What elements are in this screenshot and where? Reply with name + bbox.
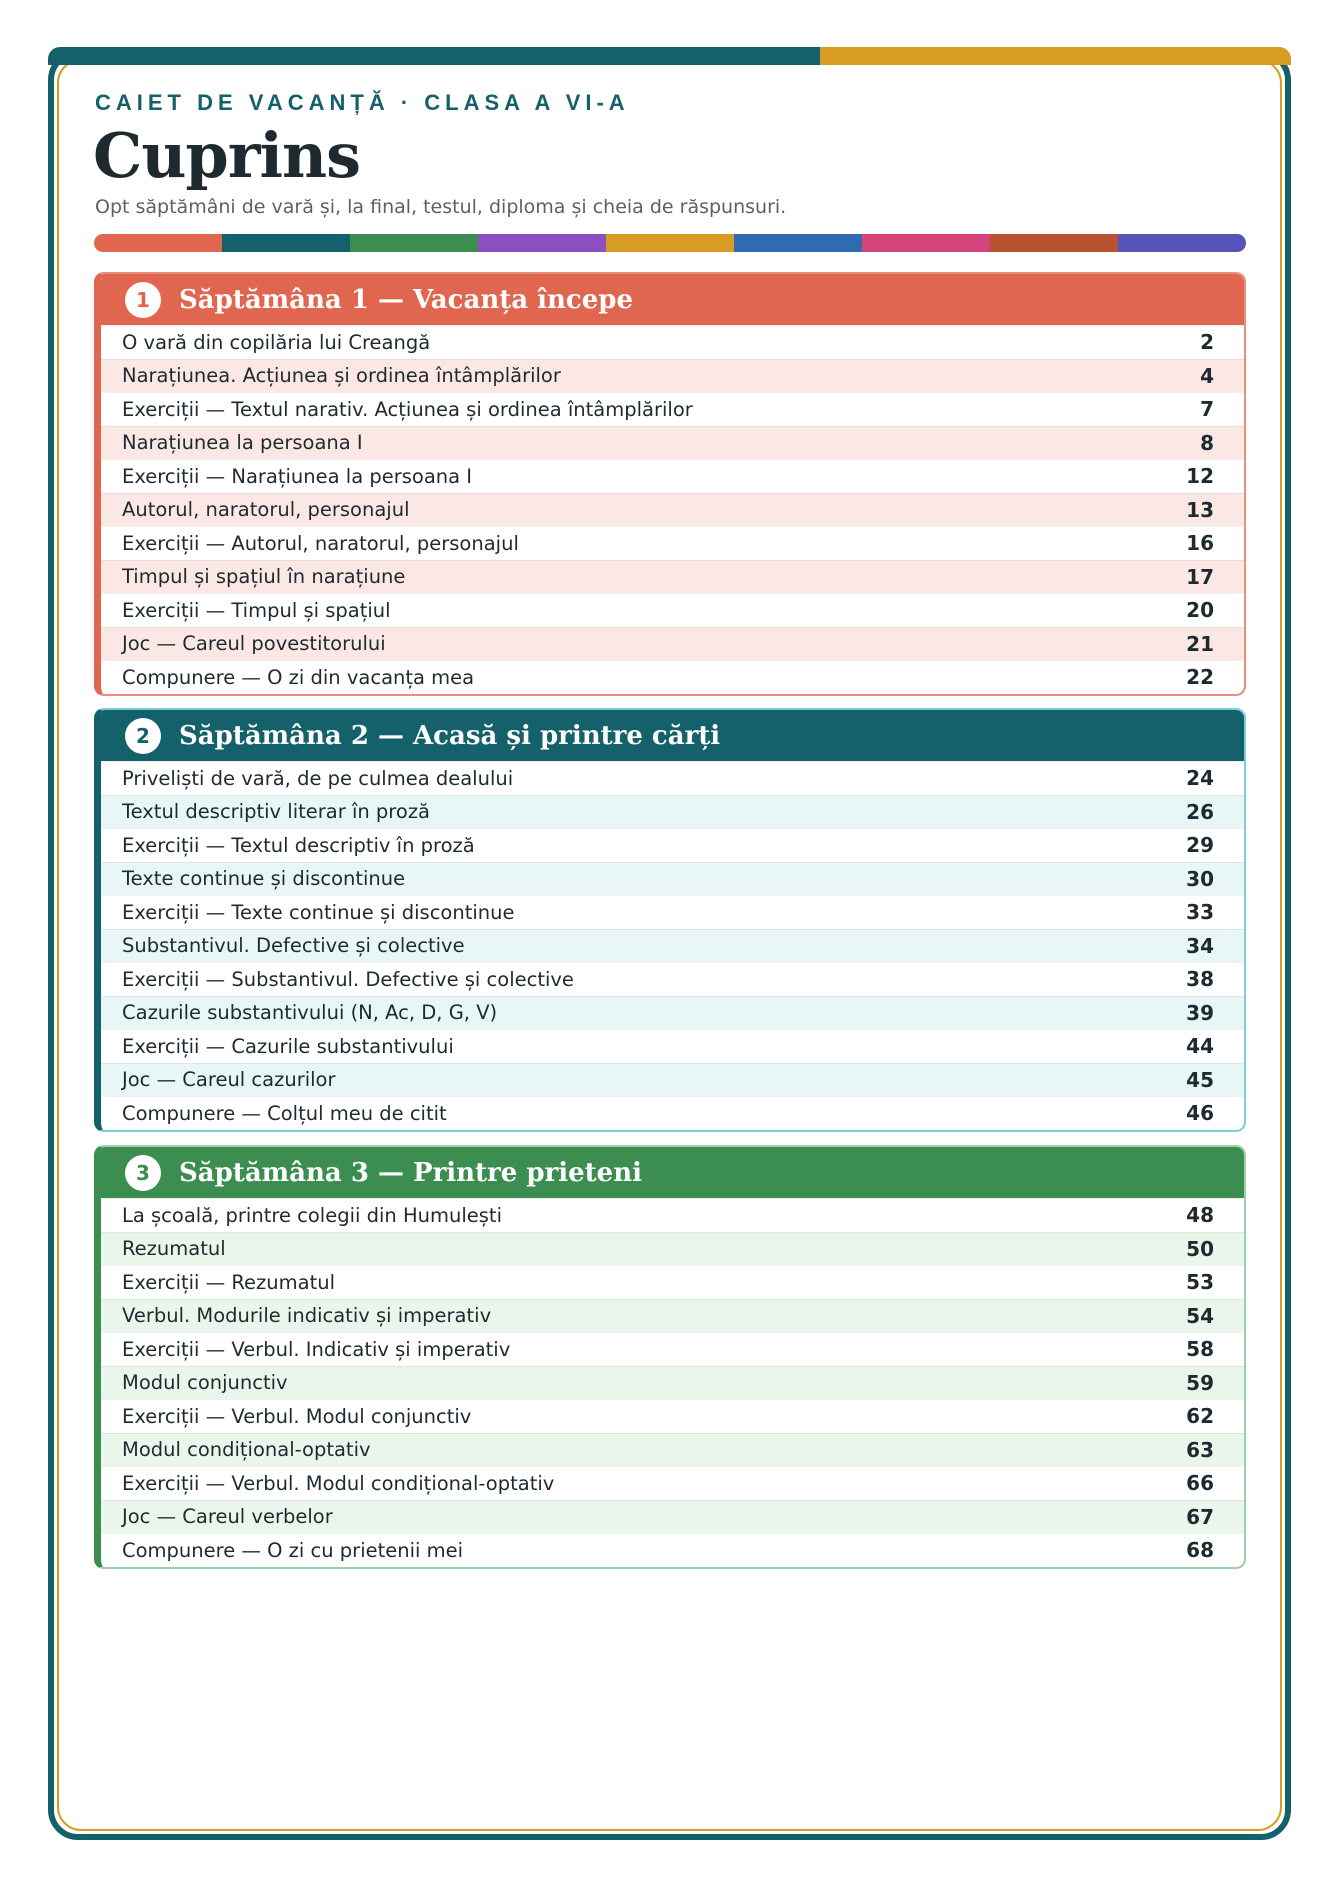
toc-entry-page: 2 <box>1200 330 1214 355</box>
toc-entry-label: Cazurile substantivului (N, Ac, D, G, V) <box>122 1001 498 1025</box>
week-header <box>101 1147 1244 1198</box>
toc-entry[interactable] <box>101 1232 1244 1266</box>
toc-entry-label: O vară din copilăria lui Creangă <box>122 330 431 354</box>
toc-entry-page: 34 <box>1186 933 1214 958</box>
toc-entry-label: Exerciții — Narațiunea la persoana I <box>122 464 473 488</box>
top-accent-bar-gold <box>820 47 1291 65</box>
toc-entry-page: 68 <box>1186 1538 1214 1563</box>
toc-entry-label: Exerciții — Verbul. Indicativ și imperativ <box>122 1337 511 1361</box>
toc-entry[interactable] <box>101 862 1244 896</box>
toc-entry[interactable] <box>101 359 1244 393</box>
toc-entry[interactable] <box>101 493 1244 527</box>
toc-entry-label: Exerciții — Verbul. Modul conjunctiv <box>122 1404 472 1428</box>
toc-entry-page: 66 <box>1186 1471 1214 1496</box>
toc-entry-page: 12 <box>1186 464 1214 489</box>
toc-entry-label: Autorul, naratorul, personajul <box>122 498 410 522</box>
toc-entry[interactable] <box>101 627 1244 661</box>
toc-entry[interactable] <box>101 1198 1244 1232</box>
toc-entry-label: Texte continue și discontinue <box>122 867 406 891</box>
toc-entry[interactable] <box>101 1399 1244 1433</box>
toc-entry-label: Rezumatul <box>122 1237 226 1261</box>
toc-entry[interactable] <box>101 761 1244 795</box>
color-strip-segment <box>222 234 350 252</box>
week-items <box>101 761 1244 1130</box>
toc-entry-page: 63 <box>1186 1437 1214 1462</box>
toc-entry-page: 13 <box>1186 497 1214 522</box>
toc-entry-label: Joc — Careul povestitorului <box>122 632 386 656</box>
toc-entry-label: Compunere — O zi din vacanța mea <box>122 665 475 689</box>
week-title: Săptămâna 2 — Acasă și printre cărți <box>179 720 721 751</box>
week-section-1 <box>94 272 1246 696</box>
week-title: Săptămâna 3 — Printre prieteni <box>179 1157 642 1188</box>
toc-entry-page: 46 <box>1186 1101 1214 1126</box>
toc-entry[interactable] <box>101 1265 1244 1299</box>
top-accent-bar <box>48 47 1291 65</box>
toc-entry-page: 24 <box>1186 766 1214 791</box>
toc-entry-label: Narațiunea la persoana I <box>122 431 363 455</box>
toc-entry[interactable] <box>101 962 1244 996</box>
toc-entry-page: 4 <box>1200 363 1214 388</box>
toc-entry-page: 20 <box>1186 598 1214 623</box>
toc-entry-page: 22 <box>1186 665 1214 690</box>
toc-entry-label: Timpul și spațiul în narațiune <box>122 565 406 589</box>
toc-entry-page: 16 <box>1186 531 1214 556</box>
toc-entry-label: Modul condițional-optativ <box>122 1438 371 1462</box>
toc-entry[interactable] <box>101 660 1244 694</box>
top-accent-bar-teal <box>48 47 820 65</box>
week-number-badge: 1 <box>125 282 161 318</box>
toc-entry-page: 7 <box>1200 397 1214 422</box>
toc-entry-label: Compunere — O zi cu prietenii mei <box>122 1538 464 1562</box>
toc-entry[interactable] <box>101 1096 1244 1130</box>
toc-entry-label: Verbul. Modurile indicativ și imperativ <box>122 1304 492 1328</box>
toc-entry-page: 26 <box>1186 799 1214 824</box>
toc-entry[interactable] <box>101 1466 1244 1500</box>
week-section-3 <box>94 1145 1246 1569</box>
toc-entry-label: Priveliști de vară, de pe culmea dealului <box>122 766 514 790</box>
toc-entry[interactable] <box>101 1433 1244 1467</box>
week-items <box>101 1198 1244 1567</box>
color-strip-segment <box>606 234 734 252</box>
toc-entry-label: Textul descriptiv literar în proză <box>122 800 431 824</box>
toc-entry-label: Exerciții — Timpul și spațiul <box>122 598 391 622</box>
color-strip-segment <box>478 234 606 252</box>
toc-entry-page: 50 <box>1186 1236 1214 1261</box>
toc-entry-label: Exerciții — Textul narativ. Acțiunea și ordinea întâmplărilor <box>122 397 693 421</box>
week-number-badge: 3 <box>125 1155 161 1191</box>
toc-entry-page: 59 <box>1186 1370 1214 1395</box>
toc-entry[interactable] <box>101 895 1244 929</box>
toc-entry[interactable] <box>101 996 1244 1030</box>
toc-entry-page: 17 <box>1186 564 1214 589</box>
toc-entry-label: Substantivul. Defective și colective <box>122 934 465 958</box>
color-strip <box>94 234 1246 252</box>
toc-entry-page: 8 <box>1200 430 1214 455</box>
toc-entry-page: 45 <box>1186 1067 1214 1092</box>
toc-entry[interactable] <box>101 1063 1244 1097</box>
toc-entry[interactable] <box>101 1533 1244 1567</box>
toc-entry[interactable] <box>101 593 1244 627</box>
color-strip-segment <box>990 234 1118 252</box>
toc-entry-label: Modul conjunctiv <box>122 1371 288 1395</box>
kicker: CAIET DE VACANȚĂ · CLASA A VI-A <box>95 90 630 115</box>
toc-entry-label: La școală, printre colegii din Humulești <box>122 1203 502 1227</box>
toc-entry-page: 38 <box>1186 967 1214 992</box>
toc-entry[interactable] <box>101 828 1244 862</box>
week-items <box>101 325 1244 694</box>
toc-entry-label: Exerciții — Substantivul. Defective și colective <box>122 967 574 991</box>
toc-entry[interactable] <box>101 526 1244 560</box>
toc-entry-label: Joc — Careul cazurilor <box>122 1068 336 1092</box>
toc-entry-label: Compunere — Colțul meu de citit <box>122 1101 447 1125</box>
toc-entry-page: 48 <box>1186 1203 1214 1228</box>
color-strip-segment <box>350 234 478 252</box>
toc-entry[interactable] <box>101 426 1244 460</box>
color-strip-segment <box>1118 234 1246 252</box>
toc-entry-label: Joc — Careul verbelor <box>122 1505 333 1529</box>
page-title: Cuprins <box>93 119 360 192</box>
toc-entry[interactable] <box>101 1299 1244 1333</box>
toc-entry-label: Exerciții — Autorul, naratorul, personajul <box>122 531 519 555</box>
toc-entry-page: 21 <box>1186 631 1214 656</box>
toc-entry[interactable] <box>101 459 1244 493</box>
week-header <box>101 710 1244 761</box>
toc-entry[interactable] <box>101 1500 1244 1534</box>
week-title: Săptămâna 1 — Vacanța începe <box>179 284 634 315</box>
toc-entry[interactable] <box>101 1029 1244 1063</box>
toc-entry-page: 33 <box>1186 900 1214 925</box>
toc-entry[interactable] <box>101 392 1244 426</box>
toc-entry-page: 62 <box>1186 1404 1214 1429</box>
toc-entry[interactable] <box>101 325 1244 359</box>
toc-entry[interactable] <box>101 1332 1244 1366</box>
toc-entry-page: 53 <box>1186 1270 1214 1295</box>
week-number-badge: 2 <box>125 718 161 754</box>
toc-entry-label: Exerciții — Texte continue și discontinue <box>122 900 515 924</box>
toc-entry-label: Exerciții — Rezumatul <box>122 1270 335 1294</box>
color-strip-segment <box>862 234 990 252</box>
toc-entry[interactable] <box>101 795 1244 829</box>
toc-entry[interactable] <box>101 560 1244 594</box>
color-strip-segment <box>94 234 222 252</box>
toc-entry-page: 29 <box>1186 833 1214 858</box>
toc-entry-page: 30 <box>1186 866 1214 891</box>
toc-entry-label: Exerciții — Textul descriptiv în proză <box>122 833 475 857</box>
toc-entry[interactable] <box>101 929 1244 963</box>
toc-entry-page: 54 <box>1186 1303 1214 1328</box>
toc-entry-page: 44 <box>1186 1034 1214 1059</box>
color-strip-segment <box>734 234 862 252</box>
toc-entry-label: Exerciții — Verbul. Modul condițional-optativ <box>122 1471 555 1495</box>
toc-entry[interactable] <box>101 1366 1244 1400</box>
week-section-2 <box>94 708 1246 1132</box>
page-subtitle: Opt săptămâni de vară și, la final, testul, diploma și cheia de răspunsuri. <box>95 196 787 218</box>
toc-entry-page: 67 <box>1186 1504 1214 1529</box>
week-header <box>101 274 1244 325</box>
toc-entry-label: Exerciții — Cazurile substantivului <box>122 1034 454 1058</box>
toc-entry-page: 58 <box>1186 1337 1214 1362</box>
toc-entry-page: 39 <box>1186 1000 1214 1025</box>
toc-entry-label: Narațiunea. Acțiunea și ordinea întâmplărilor <box>122 364 561 388</box>
